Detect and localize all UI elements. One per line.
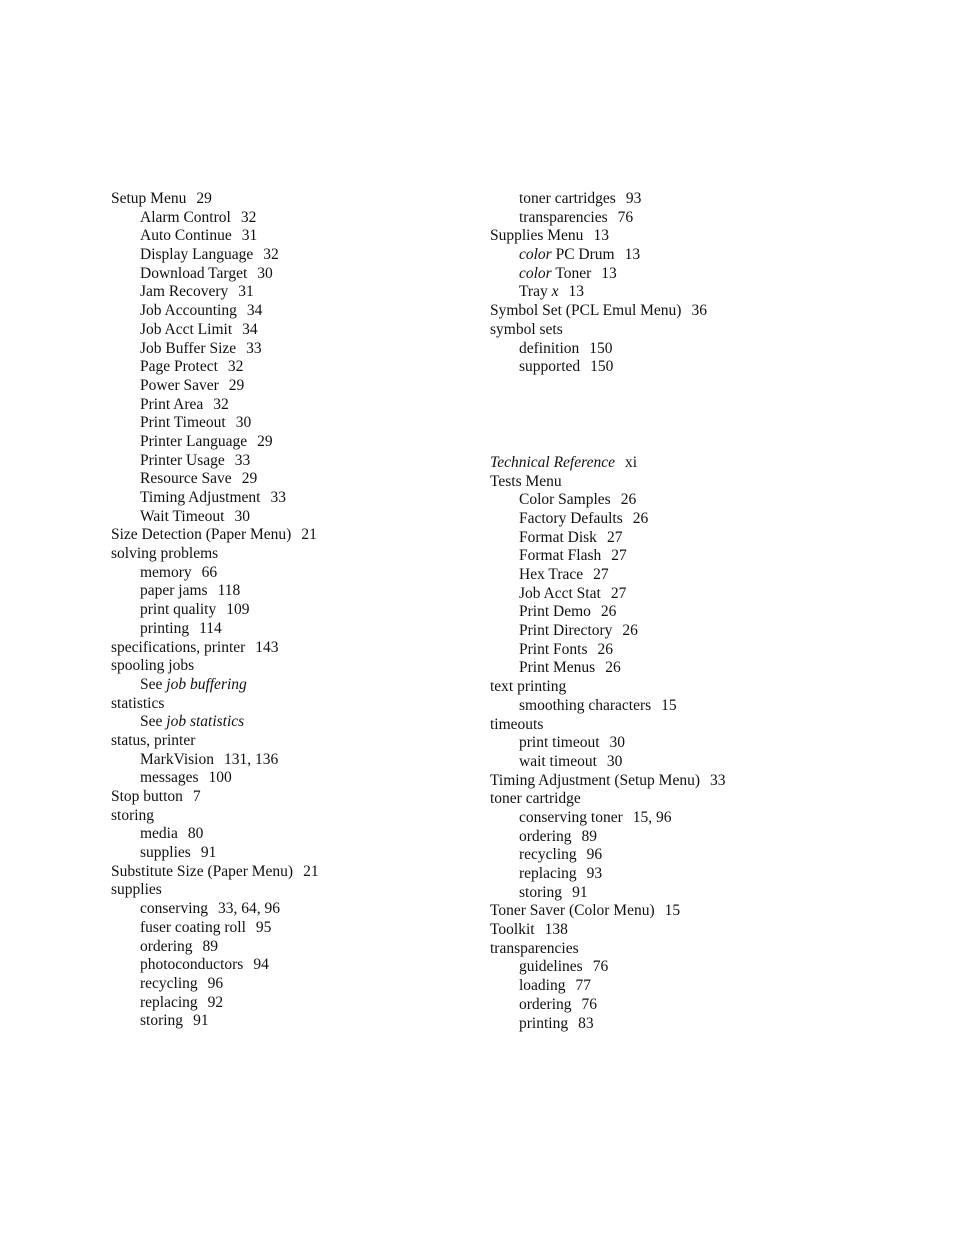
index-term: ordering: [519, 827, 572, 845]
page-numbers: 30: [234, 507, 250, 525]
index-term: Wait Timeout: [140, 507, 225, 525]
index-term: print timeout: [519, 734, 600, 752]
page-numbers: 33: [709, 771, 726, 789]
index-entry: [111, 209, 531, 228]
index-term: ordering: [140, 937, 193, 955]
page-numbers: 13: [593, 227, 609, 245]
index-term: Toner: [555, 264, 592, 282]
index-term: Symbol Set (PCL Emul Menu): [490, 302, 682, 320]
index-term: specifications, printer: [111, 638, 246, 656]
index-group-s: [490, 190, 910, 377]
page-numbers: 92: [207, 993, 224, 1011]
index-term: fuser coating roll: [140, 918, 246, 936]
index-entry: [111, 844, 531, 863]
index-term: Jam Recovery: [140, 283, 229, 301]
page-numbers: 7: [192, 788, 201, 805]
index-term: storing: [140, 1012, 184, 1030]
index-term: Job Acct Stat: [519, 584, 601, 602]
index-entry: [490, 753, 910, 772]
term-prefix: color: [519, 246, 552, 264]
page-numbers: 34: [246, 302, 263, 320]
index-term: supplies: [140, 844, 191, 862]
index-entry: [490, 921, 910, 940]
page-numbers: 15: [664, 902, 681, 920]
index-term: Tray: [519, 283, 548, 301]
index-entry: [111, 246, 531, 265]
index-entry: [111, 881, 531, 900]
index-term: timeouts: [490, 715, 544, 733]
page-numbers: 13: [624, 246, 641, 264]
page-numbers: 109: [226, 601, 250, 619]
index-entry: [490, 265, 910, 284]
page-numbers: 29: [257, 432, 273, 450]
index-entry: [490, 454, 910, 473]
index-term: Format Flash: [519, 547, 602, 565]
index-entry: [111, 564, 531, 583]
index-term: Printer Language: [140, 432, 248, 450]
index-entry: [111, 639, 531, 658]
index-entry: [111, 526, 531, 545]
index-entry: [490, 809, 910, 828]
page-numbers: 76: [581, 995, 598, 1013]
index-entry: [111, 470, 531, 489]
page-numbers: 26: [632, 509, 649, 527]
index-entry: [490, 566, 910, 585]
page-numbers: 76: [617, 208, 634, 226]
index-entry: [490, 697, 910, 716]
index-entry: [490, 491, 910, 510]
index-term: Job Acct Limit: [140, 320, 233, 338]
index-term: text printing: [490, 678, 567, 696]
page-numbers: 33: [270, 489, 286, 506]
index-term: definition: [519, 339, 580, 357]
page-numbers: 32: [227, 358, 244, 376]
page-numbers: 27: [593, 566, 609, 583]
index-entry: [490, 790, 910, 809]
index-term: print quality: [140, 601, 217, 619]
index-entry: [111, 695, 531, 714]
index-term: Color Samples: [519, 491, 611, 509]
index-term: Toolkit: [490, 921, 535, 939]
index-entry: [490, 772, 910, 791]
index-entry: [111, 657, 531, 676]
page-numbers: 36: [691, 302, 707, 320]
index-term: Print Demo: [519, 603, 591, 621]
index-entry: [111, 994, 531, 1013]
index-term: Job Accounting: [140, 302, 237, 320]
index-term: Supplies Menu: [490, 227, 584, 245]
page-numbers: 32: [263, 246, 279, 264]
index-term: transparencies: [519, 208, 608, 226]
page-numbers: 33: [234, 451, 251, 469]
page-numbers: 27: [610, 584, 627, 602]
index-term: Resource Save: [140, 470, 232, 488]
page-numbers: 89: [581, 827, 598, 845]
index-term: printing: [140, 619, 190, 637]
index-entry: [111, 751, 531, 770]
index-entry: [111, 265, 531, 284]
page-numbers: 29: [241, 470, 258, 488]
index-term: Substitute Size (Paper Menu): [111, 862, 294, 880]
index-term: Factory Defaults: [519, 509, 623, 527]
index-entry: [490, 340, 910, 359]
page-numbers: 26: [620, 491, 637, 509]
page-numbers: 118: [217, 582, 241, 600]
index-term: toner cartridges: [519, 190, 616, 207]
index-entry: [490, 227, 910, 246]
index-entry: [111, 900, 531, 919]
index-entry: [490, 977, 910, 996]
index-entry: [111, 732, 531, 751]
page-numbers: 30: [235, 414, 252, 432]
index-entry: [490, 321, 910, 340]
index-entry: [111, 676, 531, 695]
index-entry: [111, 508, 531, 527]
index-entry: [490, 209, 910, 228]
index-entry: [111, 975, 531, 994]
index-term: recycling: [519, 846, 577, 864]
index-entry: [111, 1012, 531, 1031]
index-term: Size Detection (Paper Menu): [111, 526, 292, 544]
page-numbers: 95: [255, 918, 272, 936]
index-term: spooling jobs: [111, 657, 195, 675]
index-entry: [111, 825, 531, 844]
index-term: replacing: [140, 993, 198, 1011]
index-entry: [490, 302, 910, 321]
index-term: Print Menus: [519, 659, 596, 677]
see-label: See: [140, 675, 163, 693]
page-numbers: 27: [606, 528, 623, 546]
page-numbers: 26: [597, 640, 613, 658]
index-term: Power Saver: [140, 376, 219, 394]
index-term: supported: [519, 358, 581, 376]
page-numbers: 33, 64, 96: [218, 900, 281, 918]
index-entry: [490, 902, 910, 921]
index-entry: [490, 246, 910, 265]
index-term: symbol sets: [490, 320, 563, 338]
page-numbers: 94: [253, 956, 269, 974]
index-entry: [111, 396, 531, 415]
index-entry: [111, 769, 531, 788]
index-entry: [490, 846, 910, 865]
index-term: printing: [519, 1014, 569, 1032]
index-term: photoconductors: [140, 956, 244, 974]
index-term: Alarm Control: [140, 208, 231, 226]
index-column-left: [111, 190, 531, 1031]
index-entry: [490, 510, 910, 529]
page-numbers: 33: [246, 339, 262, 357]
index-entry: [111, 919, 531, 938]
index-term: paper jams: [140, 582, 208, 600]
page-numbers: 93: [586, 865, 603, 882]
page-numbers: 31: [241, 227, 258, 245]
index-entry: [490, 865, 910, 884]
index-entry: [490, 529, 910, 548]
page-numbers: 15: [661, 696, 677, 714]
page-numbers: 89: [202, 937, 219, 955]
page-numbers: 96: [207, 974, 224, 992]
index-entry: [111, 620, 531, 639]
page-numbers: 32: [213, 395, 229, 413]
index-entry: [111, 807, 531, 826]
term-suffix: x: [551, 283, 559, 301]
index-term: Print Fonts: [519, 640, 588, 658]
index-entry: [490, 940, 910, 959]
page-numbers: 91: [200, 844, 217, 862]
index-entry: [490, 716, 910, 735]
index-entry: [111, 190, 531, 209]
index-term: transparencies: [490, 939, 579, 957]
page-numbers: 26: [605, 659, 621, 677]
index-term: Setup Menu: [111, 190, 187, 207]
index-entry: [111, 601, 531, 620]
page-numbers: 13: [601, 264, 617, 282]
index-entry: [490, 884, 910, 903]
index-entry: [490, 1015, 910, 1034]
page-numbers: 93: [625, 190, 642, 207]
page-numbers: 80: [187, 825, 204, 843]
index-entry: [490, 678, 910, 697]
page-numbers: 29: [228, 376, 245, 394]
index-term: Timing Adjustment (Setup Menu): [490, 771, 700, 789]
index-entry: [111, 938, 531, 957]
index-term: Page Protect: [140, 358, 218, 376]
page-numbers: 21: [301, 526, 317, 544]
term-prefix: color: [519, 264, 552, 282]
index-term: Display Language: [140, 246, 254, 264]
index-entry: [111, 321, 531, 340]
see-target: job buffering: [166, 675, 247, 693]
index-entry: [490, 190, 910, 209]
page-numbers: 26: [622, 622, 638, 640]
index-term: solving problems: [111, 545, 219, 563]
page-numbers: 91: [193, 1012, 209, 1030]
index-entry: [490, 734, 910, 753]
index-term: Stop button: [111, 788, 183, 805]
index-term: MarkVision: [140, 750, 214, 768]
page-numbers: 91: [572, 883, 588, 901]
page-numbers: 30: [606, 752, 623, 770]
index-term: Toner Saver (Color Menu): [490, 902, 655, 920]
index-term: conserving toner: [519, 808, 623, 826]
page-numbers: 150: [590, 358, 614, 376]
index-group-t: [490, 454, 910, 1033]
index-term: Print Directory: [519, 622, 613, 640]
index-entry: [111, 863, 531, 882]
index-entry: [111, 956, 531, 975]
index-entry: [111, 489, 531, 508]
index-entry: [111, 452, 531, 471]
index-entry: [111, 340, 531, 359]
page-numbers: 100: [208, 769, 232, 787]
index-entry: [490, 473, 910, 492]
letter-spacer: [490, 377, 910, 454]
index-entry: [111, 713, 531, 732]
page-numbers: 31: [238, 283, 254, 301]
see-target: job statistics: [166, 713, 245, 731]
page-numbers: 29: [196, 190, 212, 207]
index-term: Timing Adjustment: [140, 489, 261, 506]
page-numbers: 150: [589, 339, 613, 357]
index-term: Hex Trace: [519, 566, 584, 583]
index-term: messages: [140, 769, 199, 787]
index-term: replacing: [519, 865, 577, 882]
index-term: statistics: [111, 694, 165, 712]
page-numbers: 34: [242, 320, 258, 338]
page-numbers: xi: [624, 453, 638, 471]
index-entry: [490, 585, 910, 604]
index-term: smoothing characters: [519, 696, 652, 714]
index-entry: [490, 547, 910, 566]
index-entry: [111, 302, 531, 321]
index-term: status, printer: [111, 731, 196, 749]
index-term: ordering: [519, 995, 572, 1013]
index-entry: [490, 641, 910, 660]
page-numbers: 27: [611, 547, 627, 565]
page-numbers: 131, 136: [223, 750, 279, 768]
index-column-right: [490, 190, 910, 1033]
page-numbers: 26: [600, 603, 617, 621]
page-numbers: 30: [257, 264, 273, 282]
index-term: Job Buffer Size: [140, 339, 237, 357]
index-term: PC Drum: [555, 246, 615, 264]
index-entry: [111, 433, 531, 452]
index-entry: [111, 377, 531, 396]
see-label: See: [140, 713, 163, 731]
index-term: loading: [519, 977, 566, 995]
index-entry: [111, 545, 531, 564]
page-numbers: 138: [544, 921, 568, 939]
index-entry: [111, 227, 531, 246]
index-term: Printer Usage: [140, 451, 225, 469]
page-numbers: 30: [609, 734, 626, 752]
index-entry: [490, 358, 910, 377]
page-numbers: 21: [303, 862, 319, 880]
index-entry: [490, 603, 910, 622]
index-entry: [490, 659, 910, 678]
page-numbers: 15, 96: [632, 808, 672, 826]
index-term: Tests Menu: [490, 472, 562, 490]
index-entry: [490, 996, 910, 1015]
index-entry: [111, 582, 531, 601]
index-entry: [111, 414, 531, 433]
index-term: wait timeout: [519, 752, 597, 770]
page-numbers: 76: [592, 958, 609, 976]
index-term: memory: [140, 563, 192, 581]
index-entry: [111, 283, 531, 302]
index-entry: [490, 283, 910, 302]
page-numbers: 114: [199, 619, 222, 637]
index-term: conserving: [140, 900, 209, 918]
index-term: Technical Reference: [490, 453, 615, 471]
page-numbers: 77: [575, 977, 591, 995]
index-term: supplies: [111, 881, 162, 899]
index-term: media: [140, 825, 178, 843]
index-term: Auto Continue: [140, 227, 232, 245]
index-entry: [111, 358, 531, 377]
page-numbers: 96: [586, 846, 603, 864]
page-numbers: 83: [578, 1014, 594, 1032]
index-term: Download Target: [140, 264, 248, 282]
index-entry: [490, 622, 910, 641]
index-term: storing: [519, 883, 563, 901]
index-term: recycling: [140, 974, 198, 992]
index-term: toner cartridge: [490, 790, 581, 808]
page-numbers: 13: [568, 283, 584, 301]
page-numbers: 32: [240, 208, 257, 226]
index-term: Format Disk: [519, 528, 597, 546]
page-numbers: 66: [201, 563, 218, 581]
index-term: Print Area: [140, 395, 204, 413]
index-term: storing: [111, 806, 155, 824]
index-entry: [111, 788, 531, 807]
index-entry: [490, 828, 910, 847]
page-numbers: 143: [255, 638, 279, 656]
index-term: guidelines: [519, 958, 583, 976]
index-term: Print Timeout: [140, 414, 226, 432]
index-entry: [490, 958, 910, 977]
